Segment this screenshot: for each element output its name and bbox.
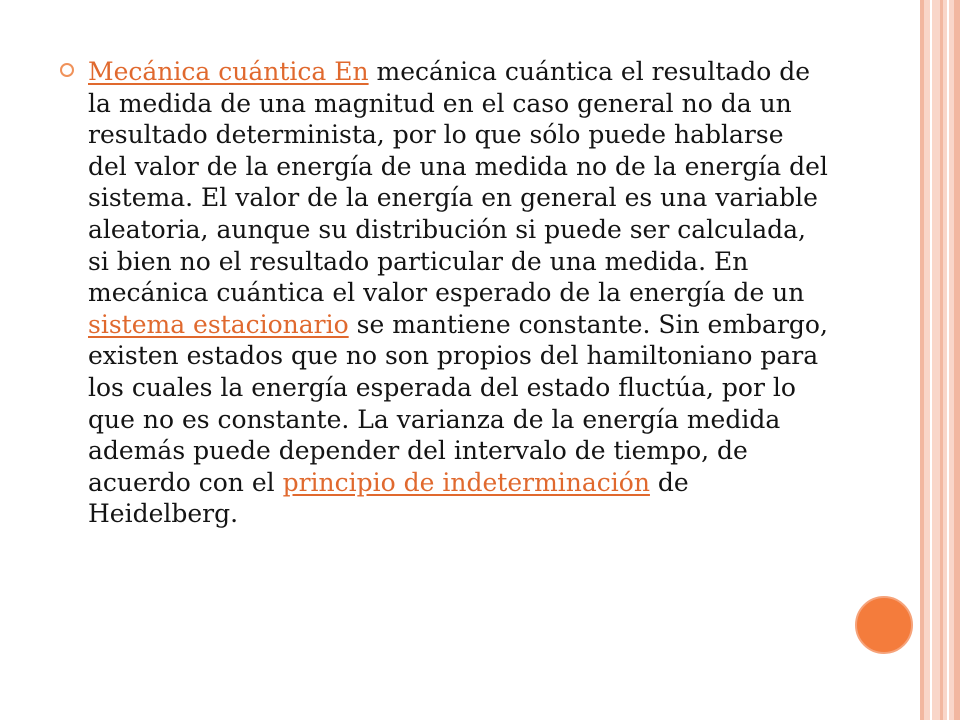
decorative-stripe <box>920 0 924 720</box>
body-paragraph <box>88 56 828 530</box>
decorative-stripe <box>940 0 943 720</box>
decorative-orange-circle <box>855 596 913 654</box>
link-principio-de-indeterminacion[interactable]: principio de indeterminación <box>282 467 650 497</box>
bullet-circle-icon <box>60 63 74 77</box>
link-sistema-estacionario[interactable]: sistema estacionario <box>88 309 349 339</box>
link-mecanica-cuantica[interactable]: Mecánica cuántica En <box>88 57 369 86</box>
decorative-stripe <box>930 0 932 720</box>
decorative-stripe <box>947 0 949 720</box>
decorative-stripe <box>954 0 960 720</box>
paragraph-text: mecánica cuántica el resultado de la medida de una magnitud en el caso general no da un resultado determinista, por lo que sólo puede hablarse del valor de la energía de una medida no de la energía del sistema. El valor de la energía en general es una variable aleatoria, aunque su distribución si puede ser calculada, si bien no el resultado particular de una medida. En mecánica cuántica el valor esperado de la energía de un <box>88 57 828 308</box>
paragraph-text: se mantiene constante. Sin embargo, existen estados que no son propios del hamiltoniano para los cuales la energía esperada del estado fluctúa, por lo que no es constante. La varianza de la energía medida además puede depender del intervalo de tiempo, de acuerdo con el <box>88 309 828 497</box>
paragraph-text: de Heidelberg. <box>88 467 689 529</box>
